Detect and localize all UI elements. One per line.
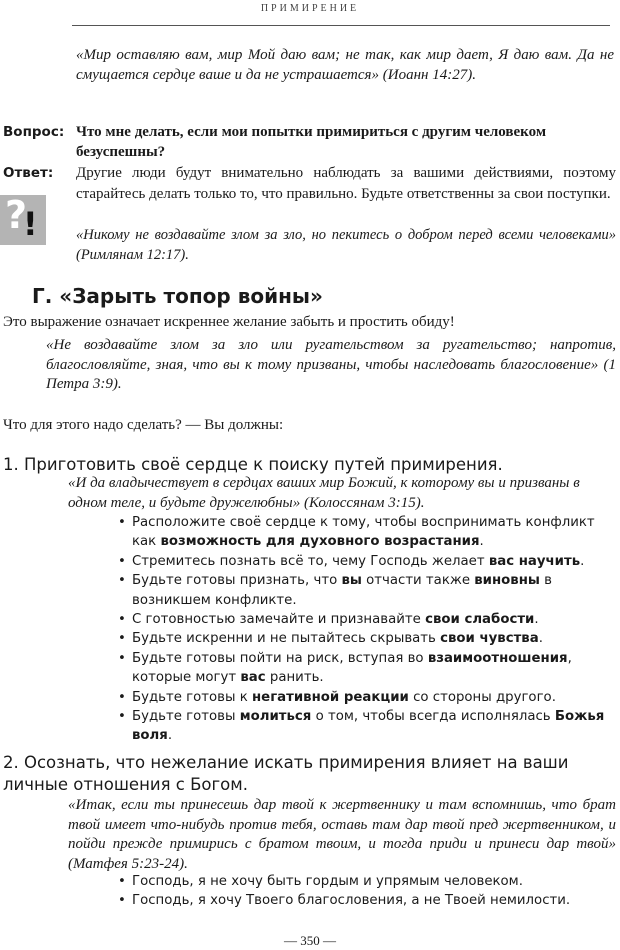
header-rule [72,25,610,26]
page-number: — 350 — [284,933,336,948]
list-item: • Расположите своё сердце к тому, чтобы воспринимать конфликт как возможность для духовного возрастания. [118,513,614,552]
section-title: Г. «Зарыть топор войны» [32,284,323,308]
list-item: • Будьте готовы признать, что вы отчасти также виновны в возникшем конфликте. [118,571,614,610]
answer-text: Другие люди будут внимательно наблюдать за вашими действиями, поэтому старайтесь делать только то, что правильно. Будьте ответственны за свои поступки. [76,165,616,202]
point1-quote: «И да владычествует в сердцах ваших мир Божий, к которому вы и призваны в одном теле, и будьте дружелюбны» (Колоссянам 3:15). [68,475,580,511]
opening-quote: «Мир оставляю вам, мир Мой даю вам; не так, как мир дает, Я даю вам. Да не смущается сердце ваше и да не устрашается» (Иоанн 14:27). [76,47,614,83]
list-item: • С готовностью замечайте и признавайте свои слабости. [118,610,614,629]
list-item: • Стремитесь познать всё то, чему Господь желает вас научить. [118,552,614,571]
section-lead: Что для этого надо сделать? — Вы должны: [3,417,284,433]
list-item: • Господь, я хочу Твоего благословения, а не Твоей немилости. [118,891,614,910]
point2-quote: «Итак, если ты принесешь дар твой к жертвеннику и там вспомнишь, что брат твой имеет что-нибудь против тебя, оставь там дар твой пред жертвенником, и пойди прежде примирись с братом твоим, и тогда приди и принеси дар твой» (Матфея 5:23-24). [68,797,616,872]
list-item: • Будьте готовы пойти на риск, вступая во взаимоотношения, которые могут вас ранить. [118,649,614,688]
point1-heading: 1. Приготовить своё сердце к поиску путей примирения. [3,455,503,474]
list-item: • Господь, я не хочу быть гордым и упрямым человеком. [118,872,614,891]
question-label: Вопрос: [3,124,65,140]
list-item: • Будьте искренни и не пытайтесь скрывать свои чувства. [118,629,614,648]
list-item: • Будьте готовы к негативной реакции со стороны другого. [118,688,614,707]
answer-label: Ответ: [3,165,54,181]
point2-bullet-list [118,872,614,911]
point1-bullet-list [118,513,614,746]
section-intro: Это выражение означает искреннее желание забыть и простить обиду! [3,314,455,330]
answer-quote: «Никому не воздавайте злом за зло, но пекитесь о добром перед всеми человеками» (Римлянам 12:17). [76,227,616,263]
question-exclamation-icon: ? ! [0,195,46,245]
running-header: ПРИМИРЕНИЕ [260,3,360,14]
point2-heading: 2. Осознать, что нежелание искать примирения влияет на ваши личные отношения с Богом. [3,753,569,794]
list-item: • Будьте готовы молиться о том, чтобы всегда исполнялась Божья воля. [118,707,614,746]
section-quote: «Не воздавайте злом за зло или ругательством за ругательство; напротив, благословляйте, зная, что вы к тому призваны, чтобы наследовать благословение» (1 Петра 3:9). [46,337,616,392]
question-text: Что мне делать, если мои попытки примириться с другим человеком безуспешны? [76,124,547,160]
